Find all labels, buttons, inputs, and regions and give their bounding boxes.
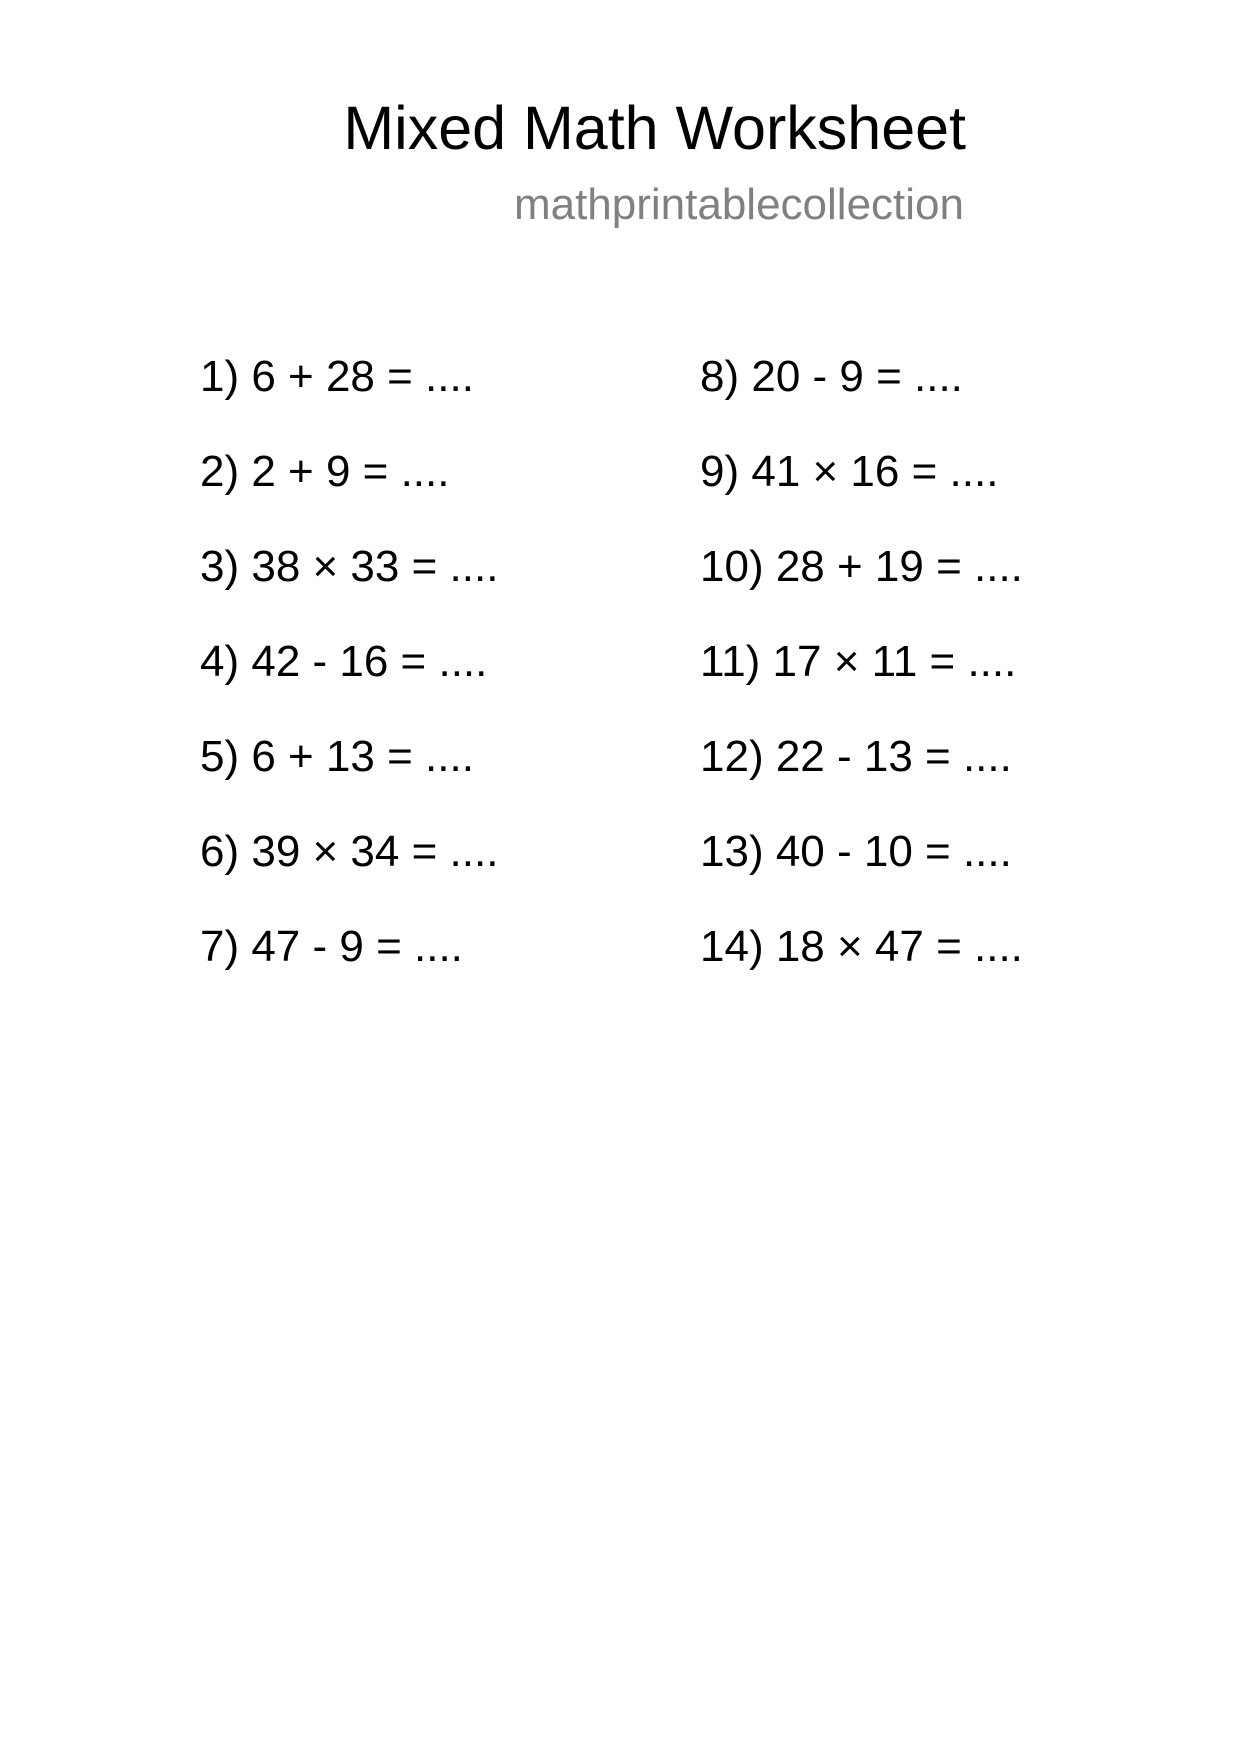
math-problem-5: 5) 6 + 13 = .... [200, 732, 474, 781]
problem-column-right [700, 352, 1023, 1017]
math-problem-14: 14) 18 × 47 = .... [700, 922, 1023, 971]
worksheet-subtitle: mathprintablecollection [513, 180, 964, 229]
math-problem-7: 7) 47 - 9 = .... [200, 922, 463, 971]
worksheet-title: Mixed Math Worksheet [343, 94, 966, 162]
math-problem-10: 10) 28 + 19 = .... [700, 542, 1023, 591]
math-problem-12: 12) 22 - 13 = .... [700, 732, 1012, 781]
problem-column-left [200, 352, 498, 1017]
math-problem-1: 1) 6 + 28 = .... [200, 352, 474, 401]
math-problem-4: 4) 42 - 16 = .... [200, 637, 488, 686]
math-problem-3: 3) 38 × 33 = .... [200, 542, 499, 591]
math-problem-2: 2) 2 + 9 = .... [200, 447, 450, 496]
math-problem-13: 13) 40 - 10 = .... [700, 827, 1012, 876]
math-problem-11: 11) 17 × 11 = .... [700, 637, 1017, 686]
math-problem-6: 6) 39 × 34 = .... [200, 827, 499, 876]
math-problem-9: 9) 41 × 16 = .... [700, 447, 999, 496]
math-problem-8: 8) 20 - 9 = .... [700, 352, 963, 401]
